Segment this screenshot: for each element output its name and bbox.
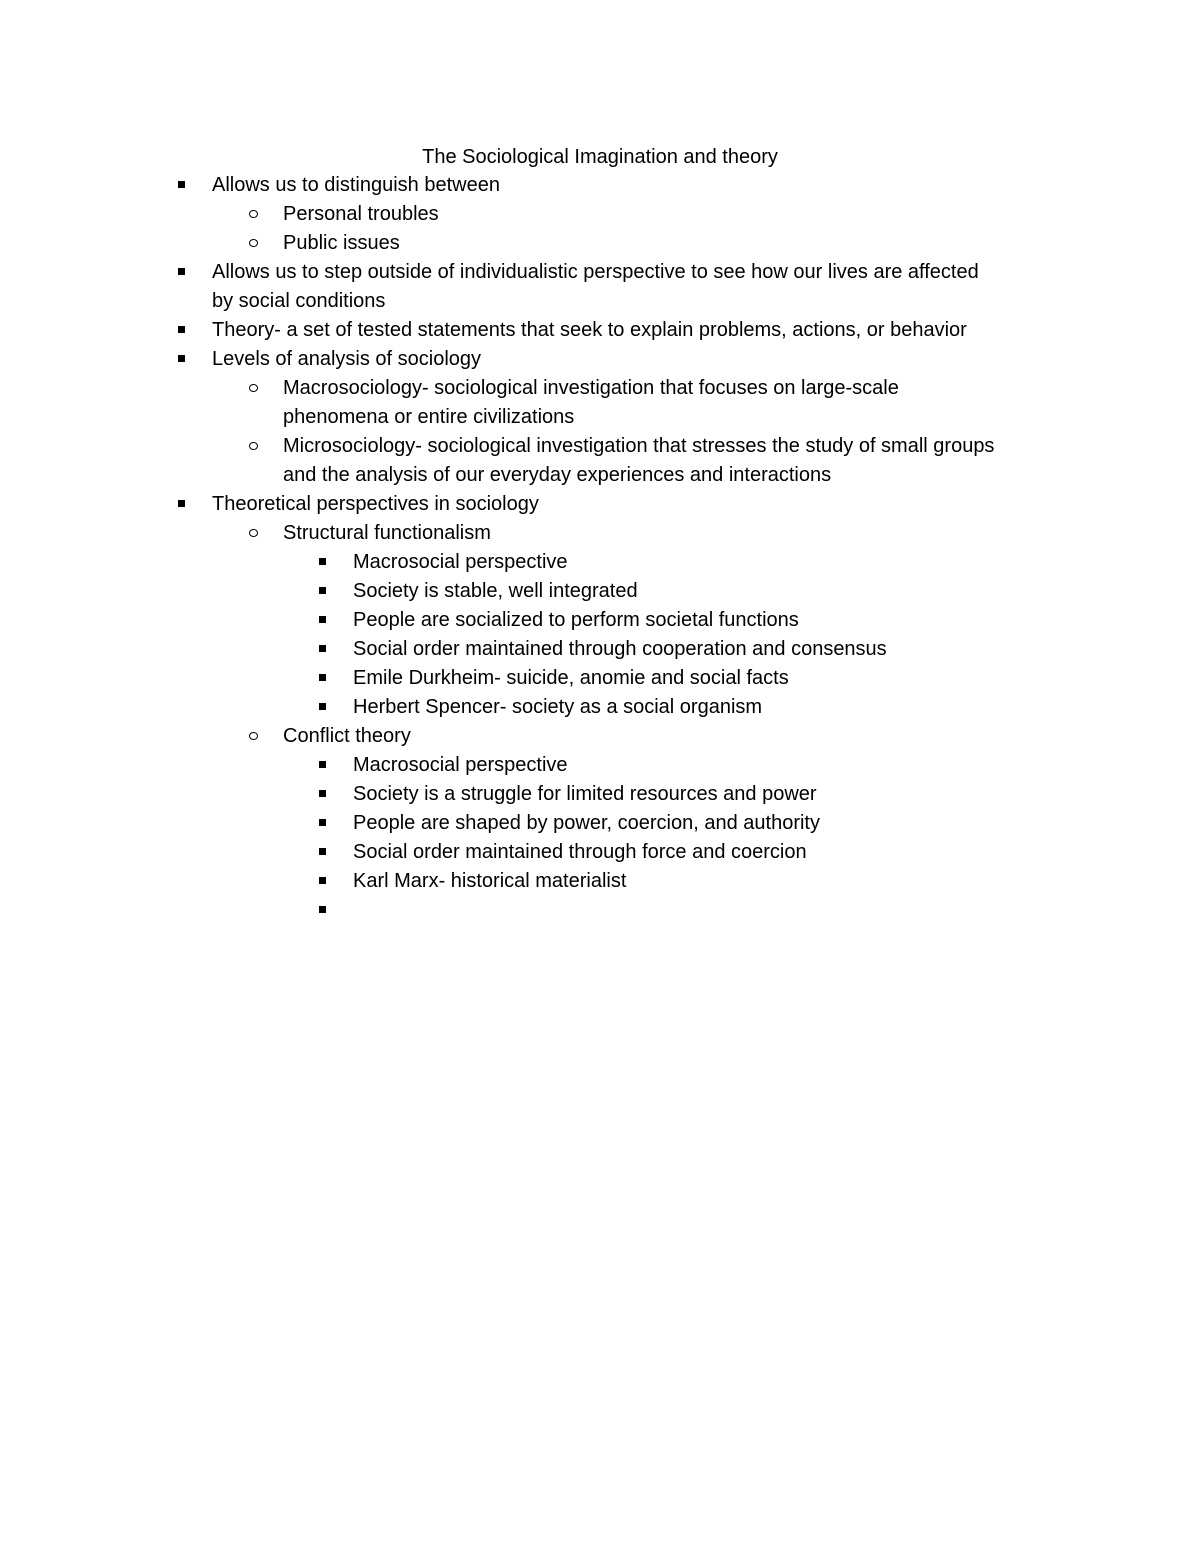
outline-item-level-2 [0,200,1200,229]
outline-item-level-3 [0,635,1200,664]
outline-item-level-1 [0,171,1200,200]
outline-item-level-1 [0,490,1200,519]
outline-item-text: by social conditions [212,290,386,312]
outline-item-text: Social order maintained through force and coercion [353,841,807,863]
outline-item-text: Karl Marx- historical materialist [353,870,627,892]
outline-item-level-2 [0,229,1200,258]
outline-item-text: Levels of analysis of sociology [212,348,482,370]
outline-item-level-3 [0,896,1200,925]
outline-item-level-3 [0,693,1200,722]
outline-item-level-3 [0,809,1200,838]
document-title: The Sociological Imagination and theory [422,146,778,168]
outline-item-level-3 [0,867,1200,896]
outline-item-level-2 [0,722,1200,751]
outline-item-level-2 [0,519,1200,548]
outline-item-level-2 [0,374,1200,403]
outline-item-text: Emile Durkheim- suicide, anomie and social facts [353,667,789,689]
outline-item-text: Macrosocial perspective [353,551,568,573]
outline-item-text: Public issues [283,232,400,254]
outline-item-text: Society is a struggle for limited resources and power [353,783,817,805]
outline-item-continuation [0,403,1200,432]
outline-list [0,171,1200,925]
outline-item-text: People are socialized to perform societal functions [353,609,799,631]
outline-item-text: Theoretical perspectives in sociology [212,493,539,515]
outline-item-text: Social order maintained through cooperation and consensus [353,638,887,660]
outline-item-level-3 [0,548,1200,577]
outline-item-text: Herbert Spencer- society as a social organism [353,696,763,718]
outline-item-text: Personal troubles [283,203,439,225]
outline-item-level-3 [0,606,1200,635]
outline-item-text: Allows us to step outside of individualistic perspective to see how our lives are affected [212,261,979,283]
outline-item-text: phenomena or entire civilizations [283,406,575,428]
outline-item-level-3 [0,838,1200,867]
outline-item-level-3 [0,751,1200,780]
outline-item-text: People are shaped by power, coercion, and authority [353,812,820,834]
outline-item-text: Microsociology- sociological investigation that stresses the study of small groups [283,435,995,457]
outline-item-level-3 [0,577,1200,606]
outline-item-text: and the analysis of our everyday experiences and interactions [283,464,832,486]
outline-item-level-1 [0,345,1200,374]
outline-item-text: Structural functionalism [283,522,491,544]
outline-item-level-1 [0,258,1200,287]
outline-item-level-2 [0,432,1200,461]
outline-item-level-3 [0,664,1200,693]
outline-item-text: Allows us to distinguish between [212,174,500,196]
outline-item-text: Theory- a set of tested statements that seek to explain problems, actions, or behavior [212,319,967,341]
outline-item-continuation [0,287,1200,316]
outline-item-text: Macrosocial perspective [353,754,568,776]
outline-item-text: Conflict theory [283,725,411,747]
outline-item-text: Society is stable, well integrated [353,580,638,602]
outline-item-level-3 [0,780,1200,809]
outline-item-continuation [0,461,1200,490]
outline-item-text: Macrosociology- sociological investigation that focuses on large-scale [283,377,899,399]
outline-item-level-1 [0,316,1200,345]
